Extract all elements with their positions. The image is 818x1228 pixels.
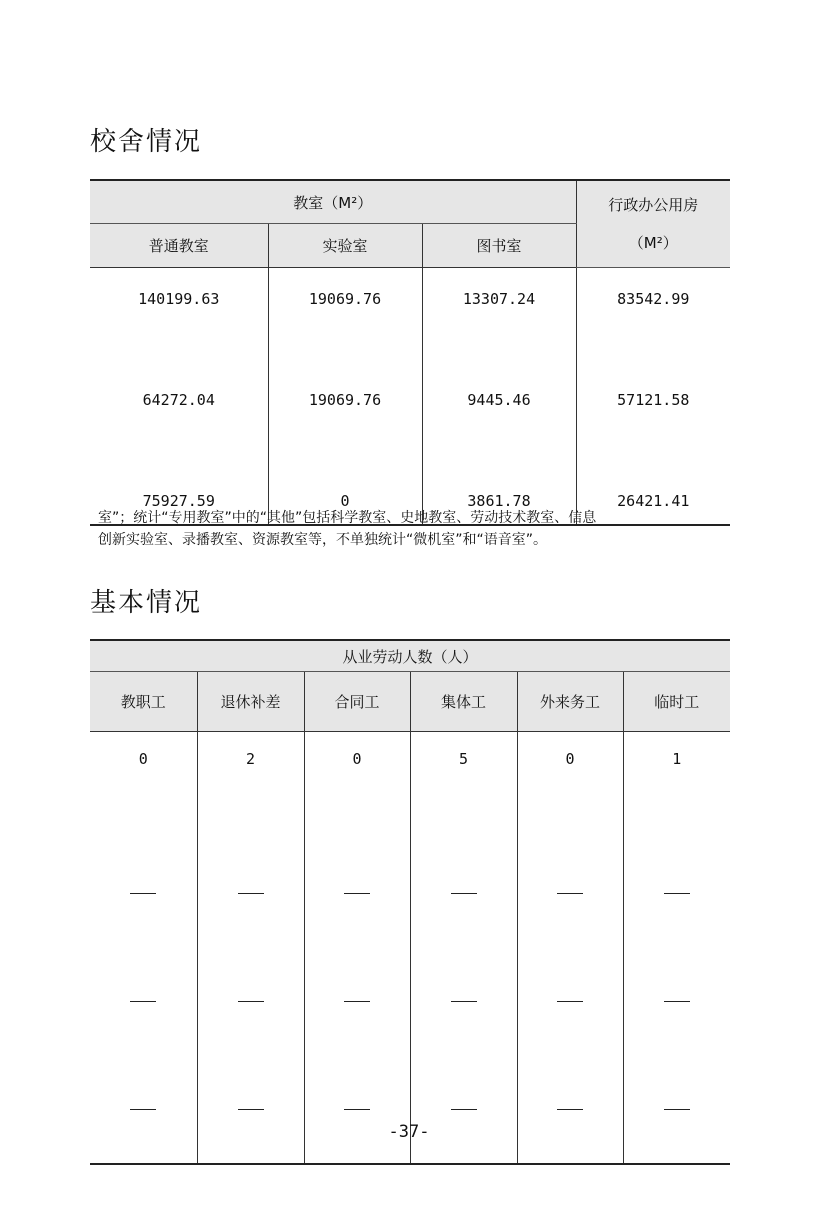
empty-cell-dash [197, 947, 304, 1055]
column-header-retirement: 退休补差 [197, 672, 304, 732]
table-cell: 75927.59 [90, 444, 268, 525]
table-cell: 0 [138, 750, 148, 768]
empty-cell-dash [90, 839, 197, 947]
office-space-header [576, 180, 730, 268]
empty-cell-dash [90, 1055, 197, 1164]
column-header-contract: 合同工 [304, 672, 410, 732]
empty-cell-dash [623, 1055, 730, 1164]
classroom-group-header: 教室（M²） [90, 180, 576, 224]
page-number: -37- [388, 1122, 430, 1142]
table-cell: 0 [517, 732, 623, 840]
table-cell: 19069.76 [268, 268, 422, 357]
table-cell: 140199.63 [90, 268, 268, 357]
table-cell: 9445.46 [422, 356, 576, 444]
footnote-line: 创新实验室、录播教室、资源教室等，不单独统计“微机室”和“语音室”。 [98, 532, 548, 548]
table-row [90, 839, 730, 947]
empty-cell-dash [304, 1055, 410, 1164]
column-header-regular-classroom: 普通教室 [90, 224, 268, 268]
empty-cell-dash [623, 839, 730, 947]
column-header-laboratory: 实验室 [268, 224, 422, 268]
table-cell: 5 [410, 732, 517, 840]
section-title-school-buildings: 校舍情况 [90, 127, 203, 157]
office-header-label: 行政办公用房 [608, 196, 699, 214]
school-buildings-table [90, 179, 730, 526]
empty-cell-dash [410, 839, 517, 947]
section-title-basic-info: 基本情况 [90, 588, 203, 618]
empty-cell-dash [517, 1055, 623, 1164]
table-row [90, 268, 730, 357]
table-cell: 57121.58 [576, 356, 730, 444]
table-cell: 1 [623, 732, 730, 840]
table-row [90, 356, 730, 444]
office-header-unit: （M²） [628, 234, 678, 252]
table-cell: 19069.76 [268, 356, 422, 444]
table-cell: 2 [197, 732, 304, 840]
table-cell: 26421.41 [576, 444, 730, 525]
workforce-group-header: 从业劳动人数（人） [90, 640, 730, 672]
table-row [90, 732, 730, 840]
empty-cell-dash [623, 947, 730, 1055]
empty-cell-dash [410, 1055, 517, 1164]
empty-cell-dash [197, 1055, 304, 1164]
empty-cell-dash [517, 839, 623, 947]
column-header-staff: 教职工 [90, 672, 197, 732]
table-cell: 0 [304, 732, 410, 840]
workforce-table [90, 639, 730, 1165]
column-header-library: 图书室 [422, 224, 576, 268]
column-header-migrant: 外来务工 [517, 672, 623, 732]
table-cell: 13307.24 [422, 268, 576, 357]
table-row [90, 947, 730, 1055]
empty-cell-dash [197, 839, 304, 947]
table-cell: 64272.04 [90, 356, 268, 444]
empty-cell-dash [410, 947, 517, 1055]
footnote [98, 507, 728, 551]
table-cell: 3861.78 [422, 444, 576, 525]
column-header-collective: 集体工 [410, 672, 517, 732]
empty-cell-dash [304, 839, 410, 947]
empty-cell-dash [90, 947, 197, 1055]
table-cell: 83542.99 [576, 268, 730, 357]
column-header-temporary: 临时工 [623, 672, 730, 732]
table-row [90, 1055, 730, 1164]
empty-cell-dash [304, 947, 410, 1055]
footnote-line: 室”；统计“专用教室”中的“其他”包括科学教室、史地教室、劳动技术教室、信息 [98, 510, 597, 526]
empty-cell-dash [517, 947, 623, 1055]
table-cell: 0 [268, 444, 422, 525]
